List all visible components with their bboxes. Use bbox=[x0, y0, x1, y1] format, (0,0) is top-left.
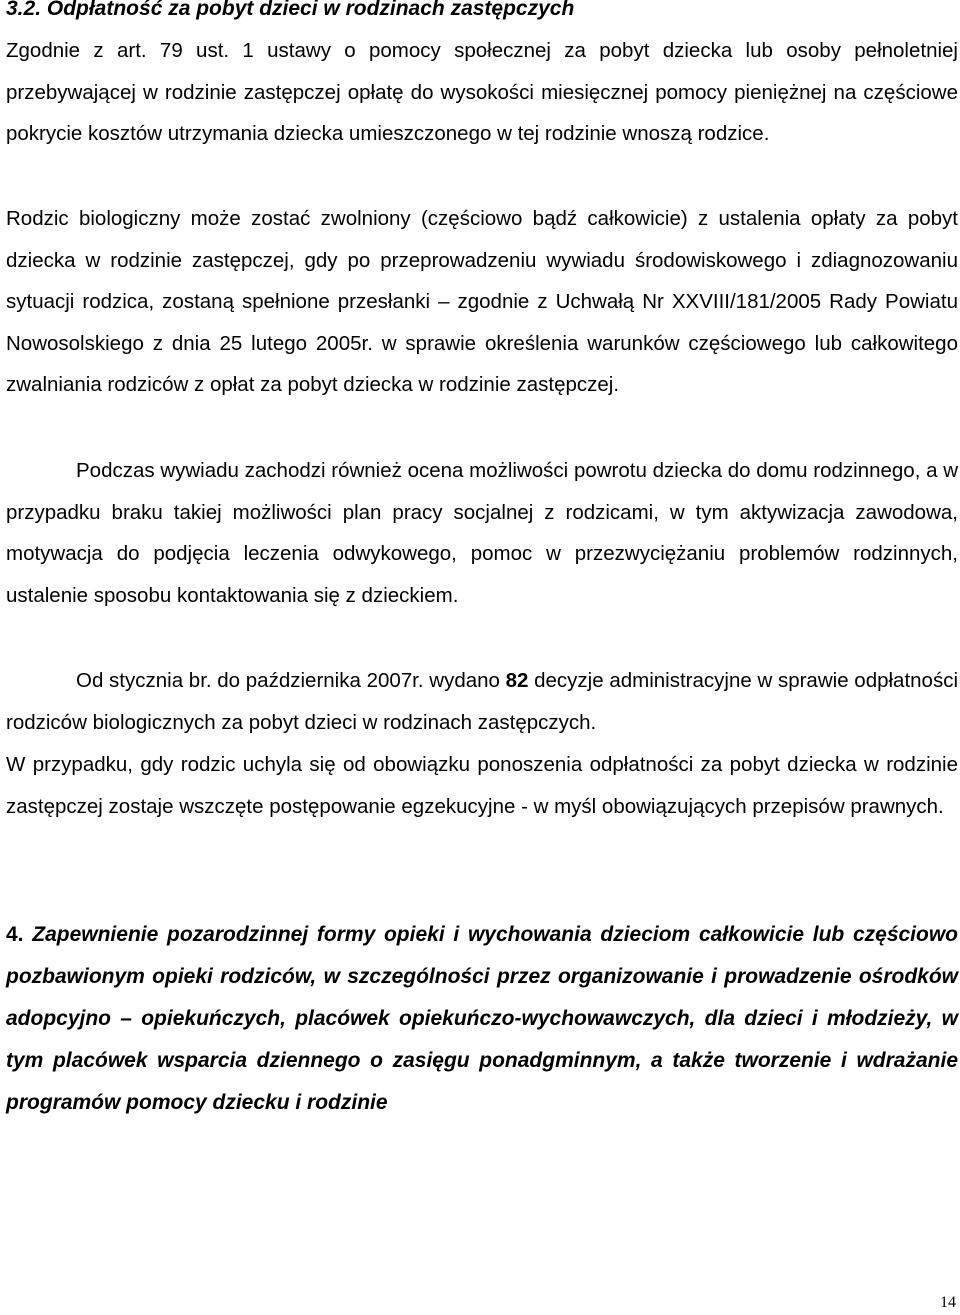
section-4-title: Zapewnienie pozarodzinnej formy opieki i wychowania dzieciom całkowicie lub częściowo pozbawionym opieki rodziców, w szczególności przez organizowanie i prowadzenie ośrodków adopcyjno – opiekuńczych, placówek opiekuńczo-wychowawczych, dla dzieci i młodzieży, w tym placówek wsparcia dziennego o zasięgu ponadgminnym, a także tworzenie i wdrażanie programów pomocy dziecku i rodzinie bbox=[6, 923, 958, 1114]
page-number: 14 bbox=[940, 1294, 956, 1311]
paragraph-decyzje bbox=[6, 660, 958, 743]
paragraph-wywiad: Podczas wywiadu zachodzi również ocena możliwości powrotu dziecka do domu rodzinnego, a w przypadku braku takiej możliwości plan pracy socjalnej z rodzicami, w tym aktywizacja zawodowa, motywacja do podjęcia leczenia odwykowego, pomoc w przezwyciężaniu problemów rodzinnych, ustalenie sposobu kontaktowania się z dzieckiem. bbox=[6, 459, 958, 607]
decyzje-count: 82 bbox=[505, 669, 529, 692]
decyzje-text-after: decyzje administracyjne w sprawie odpłatności rodziców biologicznych za pobyt dzieci w rodzinach zastępczych. bbox=[6, 669, 959, 734]
paragraph-zwolnienie: Rodzic biologiczny może zostać zwolniony (częściowo bądź całkowicie) z ustalenia opłaty za pobyt dziecka w rodzinie zastępczej, gdy po przeprowadzeniu wywiadu środowiskowego i zdiagnozowaniu sytuacji rodzica, zostaną spełnione przesłanki – zgodnie z Uchwałą Nr XXVIII/181/2005 Rady Powiatu Nowosolskiego z dnia 25 lutego 2005r. w sprawie określenia warunków częściowego lub całkowitego zwalniania rodziców z opłat za pobyt dziecka w rodzinie zastępczej. bbox=[6, 207, 958, 397]
paragraph-odplatnosc-basis: Zgodnie z art. 79 ust. 1 ustawy o pomocy społecznej za pobyt dziecka lub osoby pełnoletniej przebywającej w rodzinie zastępczej opłatę do wysokości miesięcznej pomocy pieniężnej na częściowe pokrycie kosztów utrzymania dziecka umieszczonego w tej rodzinie wnoszą rodzice. bbox=[6, 39, 958, 145]
section-title: 3.2. Odpłatność za pobyt dzieci w rodzinach zastępczych bbox=[6, 0, 575, 20]
decyzje-text-before: Od stycznia br. do października 2007r. wydano bbox=[76, 669, 506, 692]
paragraph-egzekucja: W przypadku, gdy rodzic uchyla się od obowiązku ponoszenia odpłatności za pobyt dziecka w rodzinie zastępczej zostaje wszczęte postępowanie egzekucyjne - w myśl obowiązujących przepisów prawnych. bbox=[6, 753, 958, 818]
section-4-heading bbox=[6, 914, 958, 1124]
section-4-number: 4. bbox=[6, 923, 33, 946]
